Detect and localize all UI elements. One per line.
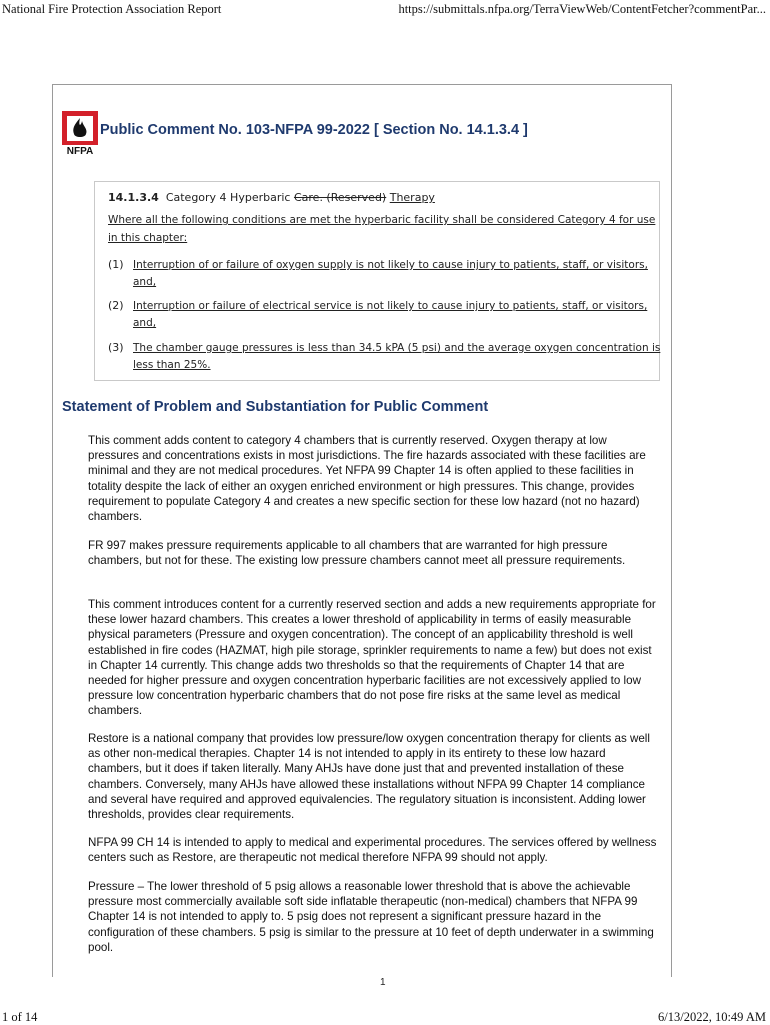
intro-line-1: Where all the following conditions are met the hyperbaric facility shall be considered Category 4 for use — [108, 214, 656, 226]
page-number: 1 — [380, 977, 386, 988]
paragraph-2: FR 997 makes pressure requirements applicable to all chambers that are warranted for high pressure chambers, but not for these. The existing low pressure chambers cannot meet all pressure requirements. — [88, 539, 626, 568]
item-1-line-2: and, — [133, 276, 157, 288]
item-1-number: (1) — [108, 258, 124, 271]
browser-footer-timestamp: 6/13/2022, 10:49 AM — [658, 1010, 766, 1024]
browser-header-url: https://submittals.nfpa.org/TerraViewWeb/ContentFetcher?commentPar... — [398, 2, 766, 16]
paragraph-4: Restore is a national company that provides low pressure/low oxygen concentration therapy for clients as well as other non-medical therapies. Chapter 14 is not intended to apply in its entirety to these low hazard chambers, but it does if taken literally. Many AHJs have done just that and prevented installation of these chambers. Conversely, many AHJs have allowed these installations without NFPA 99 Chapter 14 compliance and several have required and approved equivalencies. The regulatory situation is inconsistent. Adding lower thresholds, provides clear requirements. — [88, 732, 650, 822]
item-2-line-2: and, — [133, 317, 157, 329]
paragraph-3: This comment introduces content for a currently reserved section and adds a new requirements appropriate for these lower hazard chambers. This creates a lower threshold of applicability in terms of easily measurable physical parameters (Pressure and oxygen concentration). The concept of an applicability threshold is well established in fire codes (HAZMAT, high pile storage, sprinkler requirements to name a few) but does not exist in Chapter 14 currently. This change adds two thresholds so that the requirements of Chapter 14 that are needed for higher pressure and oxygen concentration hyperbaric facilities are not excessively applied to low pressure low concentration hyperbaric chambers that do not pose fire risks at the same level as medical chambers. — [88, 598, 656, 718]
browser-header-title: National Fire Protection Association Report — [2, 2, 222, 16]
item-3-line-1: The chamber gauge pressures is less than 34.5 kPA (5 psi) and the average oxygen concentration is — [133, 342, 661, 354]
heading-text: Category 4 Hyperbaric — [165, 191, 291, 204]
browser-footer-page-count: 1 of 14 — [2, 1010, 38, 1024]
paragraph-5: NFPA 99 CH 14 is intended to apply to medical and experimental procedures. The services offered by wellness centers such as Restore, are therapeutic not medical therefore NFPA 99 should not apply. — [88, 836, 657, 865]
paragraph-6: Pressure – The lower threshold of 5 psig allows a reasonable lower threshold that is above the achievable pressure most commercially available soft side inflatable therapeutic (non-medical) chambers that NFPA 99 Chapter 14 is not intended to apply to. 5 psig does not represent a significant pressure hazard in the configuration of these chambers. 5 psig is similar to the pressure at 10 feet of depth underwater in a swimming pool. — [88, 880, 654, 954]
item-3-line-2: less than 25%. — [133, 359, 211, 371]
paragraph-1: This comment adds content to category 4 chambers that is currently reserved. Oxygen therapy at low pressures and concentrations exists in most jurisdictions. The fire hazards associated with these facilities are minimal and they are not medical procedures. Yet NFPA 99 Chapter 14 is often applied to these facilities in totality despite the lack of either an oxygen enriched environment or high pressures. This change, provides requirement to populate Category 4 and creates a new specific section for these low hazard (not no hazard) chambers. — [88, 434, 646, 524]
nfpa-logo-icon — [61, 110, 99, 156]
heading-added: Therapy — [389, 191, 435, 204]
section-number: 14.1.3.4 — [108, 191, 159, 204]
logo-text: NFPA — [66, 146, 94, 156]
page-title: Public Comment No. 103-NFPA 99-2022 [ Section No. 14.1.3.4 ] — [100, 122, 528, 138]
item-2-line-1: Interruption or failure of electrical service is not likely to cause injury to patients, staff, or visitors, — [133, 300, 648, 312]
amendment-heading — [108, 191, 435, 204]
item-3-number: (3) — [108, 341, 124, 354]
item-2-number: (2) — [108, 299, 124, 312]
item-1-line-1: Interruption of or failure of oxygen supply is not likely to cause injury to patients, staff, or visitors, — [133, 259, 648, 271]
intro-line-2: in this chapter: — [108, 232, 188, 244]
statement-heading: Statement of Problem and Substantiation for Public Comment — [62, 399, 489, 415]
heading-deleted: Care. (Reserved) — [293, 191, 387, 204]
